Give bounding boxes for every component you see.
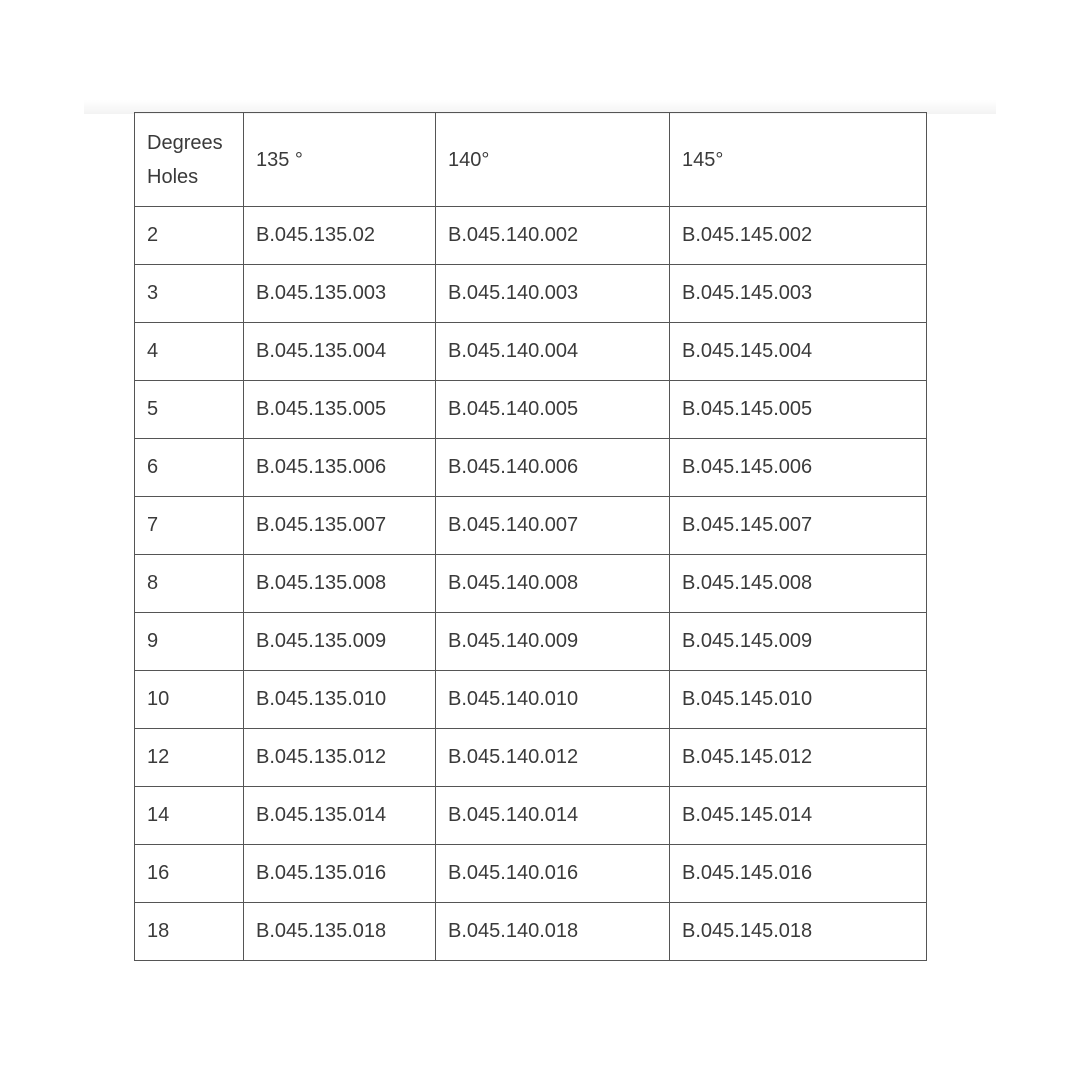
holes-cell: 5 [135, 381, 244, 439]
code-cell-145: B.045.145.010 [670, 671, 927, 729]
corner-header [135, 113, 244, 207]
holes-label: Holes [147, 165, 199, 188]
product-code-table-container [134, 112, 926, 961]
code-cell-140: B.045.140.014 [436, 787, 670, 845]
holes-cell: 7 [135, 497, 244, 555]
table-row [135, 555, 927, 613]
holes-cell: 10 [135, 671, 244, 729]
code-cell-145: B.045.145.007 [670, 497, 927, 555]
code-cell-140: B.045.140.018 [436, 903, 670, 961]
table-row [135, 671, 927, 729]
code-cell-135: B.045.135.005 [244, 381, 436, 439]
code-cell-140: B.045.140.003 [436, 265, 670, 323]
code-cell-140: B.045.140.004 [436, 323, 670, 381]
code-cell-135: B.045.135.014 [244, 787, 436, 845]
table-row [135, 439, 927, 497]
table-row [135, 497, 927, 555]
code-cell-145: B.045.145.004 [670, 323, 927, 381]
code-cell-145: B.045.145.012 [670, 729, 927, 787]
code-cell-135: B.045.135.007 [244, 497, 436, 555]
table-row [135, 323, 927, 381]
table-row [135, 613, 927, 671]
column-header-145: 145° [670, 113, 927, 207]
table-row [135, 903, 927, 961]
code-cell-140: B.045.140.009 [436, 613, 670, 671]
table-row [135, 787, 927, 845]
holes-cell: 4 [135, 323, 244, 381]
code-cell-135: B.045.135.004 [244, 323, 436, 381]
code-cell-140: B.045.140.008 [436, 555, 670, 613]
code-cell-145: B.045.145.006 [670, 439, 927, 497]
header-row [135, 113, 927, 207]
table-row [135, 381, 927, 439]
code-cell-135: B.045.135.016 [244, 845, 436, 903]
holes-cell: 16 [135, 845, 244, 903]
code-cell-140: B.045.140.010 [436, 671, 670, 729]
table-row [135, 845, 927, 903]
code-cell-140: B.045.140.016 [436, 845, 670, 903]
code-cell-135: B.045.135.02 [244, 207, 436, 265]
holes-cell: 18 [135, 903, 244, 961]
code-cell-135: B.045.135.012 [244, 729, 436, 787]
code-cell-145: B.045.145.016 [670, 845, 927, 903]
column-header-140: 140° [436, 113, 670, 207]
code-cell-145: B.045.145.018 [670, 903, 927, 961]
code-cell-140: B.045.140.012 [436, 729, 670, 787]
code-cell-140: B.045.140.005 [436, 381, 670, 439]
code-cell-145: B.045.145.008 [670, 555, 927, 613]
code-cell-145: B.045.145.003 [670, 265, 927, 323]
code-cell-135: B.045.135.006 [244, 439, 436, 497]
product-code-table [134, 112, 927, 961]
code-cell-145: B.045.145.005 [670, 381, 927, 439]
code-cell-145: B.045.145.002 [670, 207, 927, 265]
code-cell-145: B.045.145.009 [670, 613, 927, 671]
table-row [135, 265, 927, 323]
table-body [135, 207, 927, 961]
holes-cell: 8 [135, 555, 244, 613]
code-cell-135: B.045.135.008 [244, 555, 436, 613]
holes-cell: 12 [135, 729, 244, 787]
code-cell-135: B.045.135.018 [244, 903, 436, 961]
holes-cell: 2 [135, 207, 244, 265]
code-cell-135: B.045.135.003 [244, 265, 436, 323]
code-cell-135: B.045.135.010 [244, 671, 436, 729]
code-cell-145: B.045.145.014 [670, 787, 927, 845]
table-row [135, 729, 927, 787]
column-header-135: 135 ° [244, 113, 436, 207]
code-cell-140: B.045.140.002 [436, 207, 670, 265]
holes-cell: 9 [135, 613, 244, 671]
holes-cell: 14 [135, 787, 244, 845]
holes-cell: 6 [135, 439, 244, 497]
degrees-label: Degrees [147, 131, 223, 154]
code-cell-135: B.045.135.009 [244, 613, 436, 671]
table-row [135, 207, 927, 265]
code-cell-140: B.045.140.006 [436, 439, 670, 497]
code-cell-140: B.045.140.007 [436, 497, 670, 555]
holes-cell: 3 [135, 265, 244, 323]
